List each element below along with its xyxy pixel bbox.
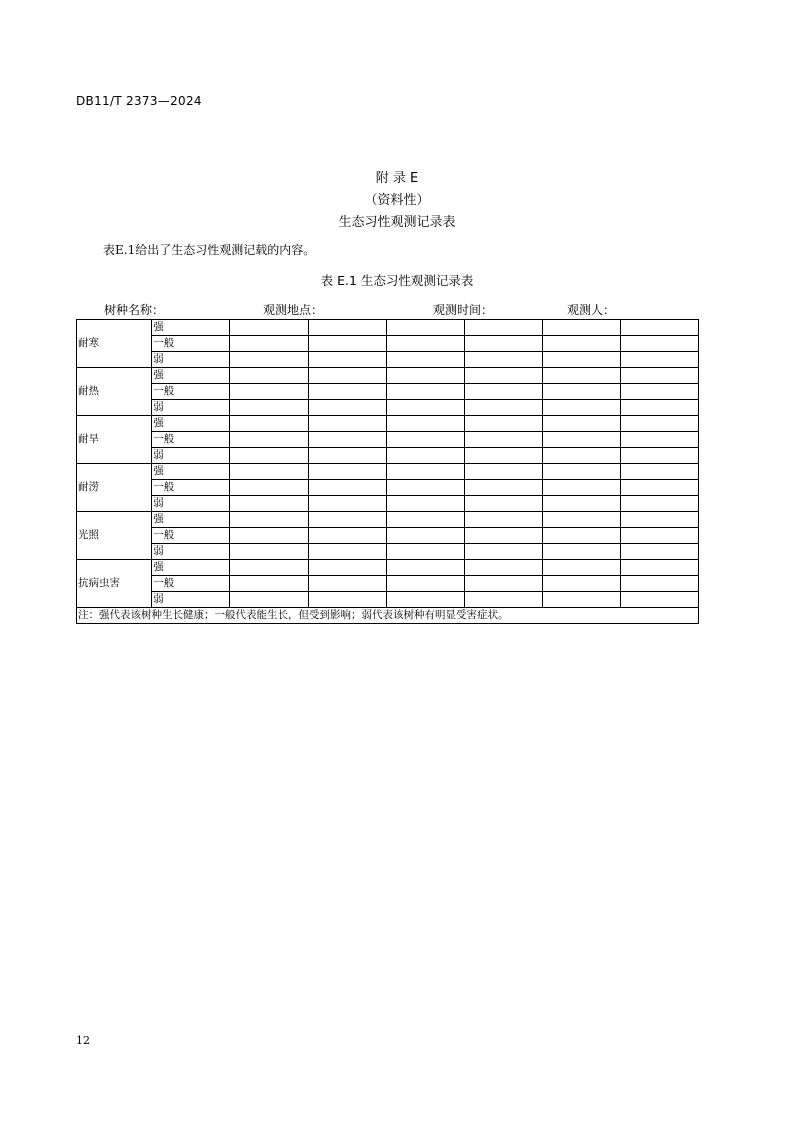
table-row	[77, 528, 699, 544]
table-row	[77, 432, 699, 448]
record-cell[interactable]	[386, 384, 464, 400]
record-cell[interactable]	[542, 464, 620, 480]
record-cell[interactable]	[386, 576, 464, 592]
record-cell[interactable]	[464, 336, 542, 352]
table-row	[77, 560, 699, 576]
record-cell[interactable]	[542, 448, 620, 464]
record-cell[interactable]	[230, 400, 308, 416]
appendix-nature: （资料性）	[364, 193, 430, 208]
level-cell: 弱	[152, 592, 230, 608]
record-cell[interactable]	[230, 384, 308, 400]
table-note: 注：强代表该树种生长健康；一般代表能生长，但受到影响；弱代表该树种有明显受害症状。	[77, 608, 699, 624]
record-cell[interactable]	[620, 544, 698, 560]
meta-time: 观测时间：	[433, 303, 494, 317]
record-cell[interactable]	[308, 544, 386, 560]
record-cell[interactable]	[230, 512, 308, 528]
record-cell[interactable]	[620, 352, 698, 368]
record-cell[interactable]	[230, 352, 308, 368]
table-row	[77, 480, 699, 496]
record-cell[interactable]	[620, 480, 698, 496]
category-cell: 耐寒	[77, 320, 152, 368]
record-cell[interactable]	[308, 464, 386, 480]
record-cell[interactable]	[230, 464, 308, 480]
record-cell[interactable]	[464, 544, 542, 560]
table-row	[77, 448, 699, 464]
record-cell[interactable]	[620, 448, 698, 464]
level-cell: 强	[152, 512, 230, 528]
table-row	[77, 496, 699, 512]
category-cell: 抗病虫害	[77, 560, 152, 608]
record-cell[interactable]	[308, 320, 386, 336]
level-cell: 弱	[152, 544, 230, 560]
record-cell[interactable]	[464, 576, 542, 592]
record-cell[interactable]	[464, 384, 542, 400]
record-cell[interactable]	[620, 336, 698, 352]
record-cell[interactable]	[542, 416, 620, 432]
record-cell[interactable]	[308, 400, 386, 416]
record-cell[interactable]	[230, 416, 308, 432]
appendix-name: 生态习性观测记录表	[338, 215, 456, 230]
record-cell[interactable]	[464, 480, 542, 496]
level-cell: 强	[152, 560, 230, 576]
doc-code: DB11/T 2373—2024	[76, 94, 202, 108]
record-cell[interactable]	[464, 368, 542, 384]
record-cell[interactable]	[308, 512, 386, 528]
record-cell[interactable]	[308, 496, 386, 512]
table-row	[77, 512, 699, 528]
record-cell[interactable]	[464, 496, 542, 512]
record-cell[interactable]	[620, 464, 698, 480]
record-cell[interactable]	[620, 512, 698, 528]
record-cell[interactable]	[620, 416, 698, 432]
record-cell[interactable]	[230, 560, 308, 576]
record-cell[interactable]	[386, 480, 464, 496]
record-cell[interactable]	[542, 560, 620, 576]
table-row	[77, 544, 699, 560]
record-cell[interactable]	[308, 384, 386, 400]
record-cell[interactable]	[308, 480, 386, 496]
record-cell[interactable]	[620, 368, 698, 384]
level-cell: 弱	[152, 496, 230, 512]
record-cell[interactable]	[542, 544, 620, 560]
level-cell: 强	[152, 416, 230, 432]
level-cell: 一般	[152, 432, 230, 448]
record-cell[interactable]	[620, 384, 698, 400]
record-cell[interactable]	[542, 528, 620, 544]
record-cell[interactable]	[620, 528, 698, 544]
category-cell: 光照	[77, 512, 152, 560]
level-cell: 强	[152, 368, 230, 384]
record-cell[interactable]	[386, 496, 464, 512]
intro-text: 表E.1给出了生态习性观测记载的内容。	[103, 243, 316, 257]
record-cell[interactable]	[620, 592, 698, 608]
record-cell[interactable]	[386, 528, 464, 544]
note-row	[77, 608, 699, 624]
record-cell[interactable]	[230, 320, 308, 336]
record-cell[interactable]	[542, 592, 620, 608]
record-cell[interactable]	[386, 512, 464, 528]
table-row	[77, 320, 699, 336]
record-cell[interactable]	[464, 448, 542, 464]
category-cell: 耐涝	[77, 464, 152, 512]
meta-location: 观测地点：	[263, 303, 324, 317]
record-cell[interactable]	[464, 416, 542, 432]
record-cell[interactable]	[464, 320, 542, 336]
record-cell[interactable]	[620, 320, 698, 336]
level-cell: 弱	[152, 352, 230, 368]
record-cell[interactable]	[542, 352, 620, 368]
table-row	[77, 352, 699, 368]
record-cell[interactable]	[230, 448, 308, 464]
record-cell[interactable]	[308, 448, 386, 464]
level-cell: 强	[152, 320, 230, 336]
level-cell: 一般	[152, 576, 230, 592]
record-cell[interactable]	[308, 576, 386, 592]
record-cell[interactable]	[620, 432, 698, 448]
record-cell[interactable]	[230, 576, 308, 592]
record-cell[interactable]	[542, 576, 620, 592]
table-row	[77, 464, 699, 480]
record-cell[interactable]	[464, 560, 542, 576]
record-cell[interactable]	[386, 416, 464, 432]
record-cell[interactable]	[386, 544, 464, 560]
record-cell[interactable]	[386, 448, 464, 464]
record-cell[interactable]	[464, 592, 542, 608]
record-cell[interactable]	[464, 512, 542, 528]
level-cell: 弱	[152, 448, 230, 464]
record-cell[interactable]	[230, 496, 308, 512]
record-cell[interactable]	[308, 592, 386, 608]
level-cell: 强	[152, 464, 230, 480]
record-cell[interactable]	[464, 528, 542, 544]
record-cell[interactable]	[542, 336, 620, 352]
record-cell[interactable]	[464, 432, 542, 448]
record-cell[interactable]	[620, 496, 698, 512]
record-cell[interactable]	[308, 352, 386, 368]
record-cell[interactable]	[308, 368, 386, 384]
record-cell[interactable]	[542, 512, 620, 528]
meta-observer: 观测人：	[567, 303, 616, 317]
record-cell[interactable]	[308, 528, 386, 544]
category-cell: 耐旱	[77, 416, 152, 464]
record-cell[interactable]	[308, 416, 386, 432]
record-cell[interactable]	[386, 400, 464, 416]
level-cell: 一般	[152, 480, 230, 496]
level-cell: 一般	[152, 528, 230, 544]
record-cell[interactable]	[386, 336, 464, 352]
level-cell: 一般	[152, 384, 230, 400]
record-cell[interactable]	[542, 480, 620, 496]
record-cell[interactable]	[230, 368, 308, 384]
record-cell[interactable]	[308, 336, 386, 352]
table-row	[77, 592, 699, 608]
category-cell: 耐热	[77, 368, 152, 416]
record-cell[interactable]	[542, 496, 620, 512]
table-row	[77, 576, 699, 592]
record-cell[interactable]	[542, 400, 620, 416]
record-cell[interactable]	[308, 560, 386, 576]
record-cell[interactable]	[464, 400, 542, 416]
record-cell[interactable]	[230, 528, 308, 544]
appendix-title: 附 录 E	[375, 171, 419, 186]
table-row	[77, 416, 699, 432]
table-caption: 表 E.1 生态习性观测记录表	[320, 273, 474, 288]
record-cell[interactable]	[620, 400, 698, 416]
record-cell[interactable]	[542, 432, 620, 448]
record-cell[interactable]	[386, 352, 464, 368]
record-cell[interactable]	[542, 320, 620, 336]
level-cell: 一般	[152, 336, 230, 352]
record-cell[interactable]	[386, 592, 464, 608]
record-cell[interactable]	[230, 480, 308, 496]
page-number: 12	[76, 1034, 90, 1047]
table-row	[77, 384, 699, 400]
observation-table	[76, 319, 699, 624]
record-cell[interactable]	[386, 560, 464, 576]
record-cell[interactable]	[464, 352, 542, 368]
record-cell[interactable]	[230, 336, 308, 352]
record-cell[interactable]	[230, 544, 308, 560]
record-cell[interactable]	[542, 384, 620, 400]
record-cell[interactable]	[386, 320, 464, 336]
table-row	[77, 368, 699, 384]
record-cell[interactable]	[308, 432, 386, 448]
record-cell[interactable]	[620, 576, 698, 592]
record-cell[interactable]	[386, 368, 464, 384]
record-cell[interactable]	[230, 432, 308, 448]
record-cell[interactable]	[230, 592, 308, 608]
record-cell[interactable]	[464, 464, 542, 480]
level-cell: 弱	[152, 400, 230, 416]
table-row	[77, 336, 699, 352]
record-cell[interactable]	[386, 432, 464, 448]
record-cell[interactable]	[542, 368, 620, 384]
record-cell[interactable]	[386, 464, 464, 480]
meta-species: 树种名称：	[104, 303, 165, 317]
record-cell[interactable]	[620, 560, 698, 576]
table-row	[77, 400, 699, 416]
